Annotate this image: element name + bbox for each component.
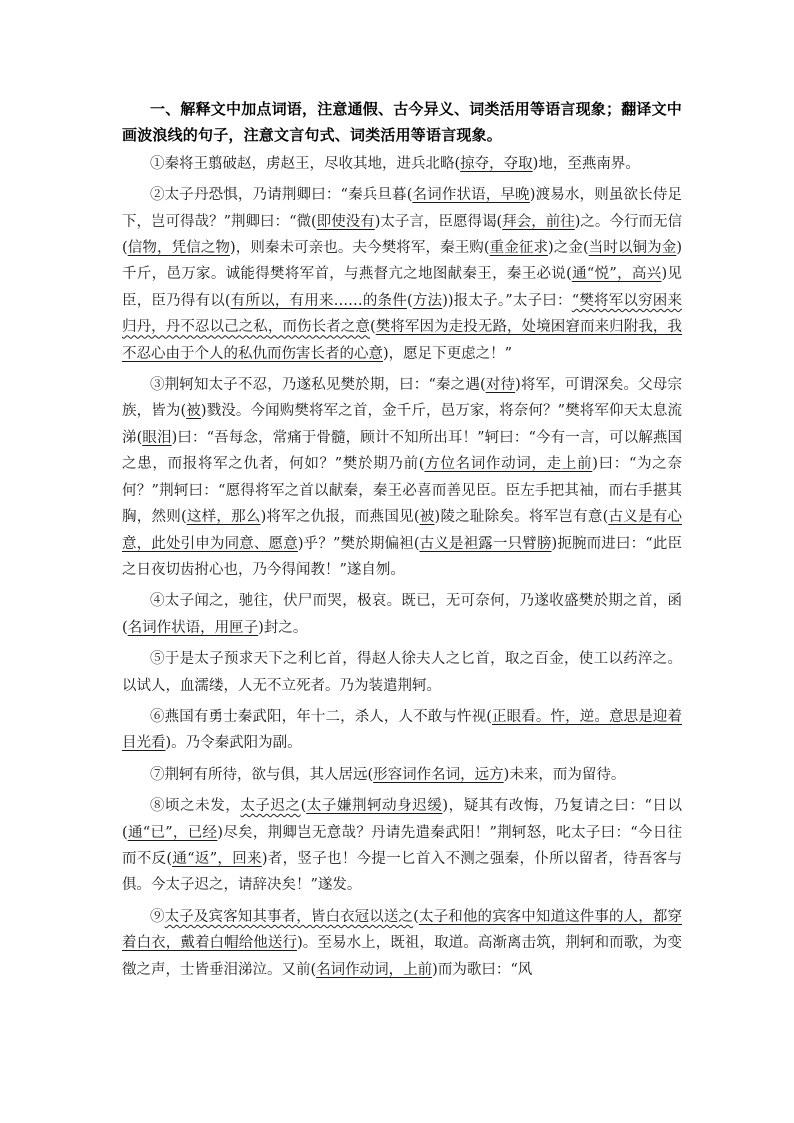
- text-run: )地，至燕南界。: [532, 155, 640, 172]
- annotation-underlined: 被: [419, 509, 435, 526]
- paragraph: [122, 793, 682, 899]
- text-run: )封之。: [258, 619, 308, 636]
- text-run: ⑧顷之未发，: [150, 798, 241, 815]
- annotation-underlined: 通“返”，回来: [172, 850, 262, 867]
- text-run: )。至易水上，既祖，取道。高渐离击筑，荆轲和而歌，为变徵之声，士皆垂泪涕泣。又前(: [122, 935, 683, 978]
- annotation-underlined: 方位名词作动词，走上前: [424, 456, 593, 473]
- text-run: )，疑其有改悔，乃复请之曰：“日以(: [122, 798, 682, 841]
- paragraph: [122, 151, 682, 177]
- text-run: ④太子闻之，驰往，伏尸而哭，极哀。既已，无可奈何，乃遂收盛樊於期之首，函(: [122, 593, 682, 636]
- annotation-underlined: 重金征求: [489, 240, 549, 257]
- text-run: ⑨: [150, 908, 165, 925]
- text-run: ⑥燕国有勇士秦武阳，年十二，杀人，人不敢与忤视(: [150, 708, 492, 725]
- annotation-underlined: 太子嫌荆轲动身迟缓: [306, 798, 443, 815]
- text-run: ))报太子。”太子曰：: [442, 292, 572, 309]
- paragraph: [122, 182, 682, 367]
- wavy-underlined-sentence: 太子及宾客知其事者，皆白衣冠以送之: [164, 908, 414, 925]
- annotation-underlined: 通“已”，已经: [127, 824, 218, 841]
- text-run: ③荆轲知太子不忍，乃遂私见樊於期，曰：“秦之遇(: [150, 377, 486, 394]
- annotation-underlined: 名词作状语，早晚: [412, 187, 530, 204]
- annotation-underlined: 樊将军因为走投无路，处境困窘而来归附我，我不忍心由于个人的私仇而伤害长者的心意: [122, 319, 683, 362]
- paragraph: [122, 704, 682, 757]
- text-run: )渡易水，则虽欲长侍足下，岂可得哉？”荆卿曰：“微(: [122, 187, 682, 230]
- paragraph: [122, 372, 682, 583]
- text-run: (: [370, 319, 376, 336]
- paragraph: [122, 588, 682, 641]
- text-run: )曰：“吾每念，常痛于骨髓，顾计不知所出耳！”轲曰：“今有一言，可以解燕国之患，而报将军之仇者，何如？”樊於期乃前(: [122, 429, 682, 473]
- text-run: )戮没。今闻购樊将军之首，金千斤，邑万家，将奈何？”樊将军仰天太息流涕(: [122, 403, 682, 446]
- text-run: ⑤于是太子预求天下之利匕首，得赵人徐夫人之匕首，取之百金，使工以药淬之。以试人，血濡缕，人无不立死者。乃为装遣荆轲。: [122, 651, 682, 694]
- text-run: )见臣，臣乃得有以(: [122, 266, 682, 309]
- annotation-underlined: 太子和他的宾客中知道这件事的人，都穿着白衣，戴着白帽给他送行: [122, 908, 683, 952]
- document-body: [122, 96, 682, 988]
- paragraph-list: [122, 151, 682, 983]
- annotation-underlined: 对待: [485, 377, 516, 394]
- text-run: (: [413, 908, 419, 925]
- annotation-underlined: 被: [186, 403, 201, 420]
- annotation-underlined: 眼泪: [142, 429, 172, 446]
- annotation-underlined: 信物，凭信之物: [127, 240, 230, 257]
- text-run: )扼腕而进曰：“此臣之日夜切齿拊心也，乃今得闻教！”遂自刎。: [122, 535, 682, 578]
- text-run: )将军之仇报，而燕国见(: [260, 509, 420, 526]
- annotation-underlined: 方法: [412, 292, 443, 309]
- annotation-underlined: 即使没有: [316, 213, 375, 230]
- text-run: )者，竖子也！今提一匕首入不测之强秦，仆所以留者，待吾客与俱。今太子迟之，请辞决矣！”遂发。: [122, 850, 683, 894]
- text-run: )将军，可谓深矣。父母宗族，皆为(: [122, 377, 682, 420]
- text-run: ①秦将王翦破赵，虏赵王，尽收其地，进兵北略(: [150, 155, 461, 172]
- text-run: ⑦荆轲有所待，欲与俱，其人居远(: [150, 766, 374, 783]
- text-run: )太子言，臣愿得谒(: [374, 213, 503, 230]
- annotation-underlined: 正眼看。忤，逆。意思是迎着目光看: [122, 708, 683, 752]
- annotation-underlined: 这样，那么: [186, 509, 261, 526]
- text-run: )之。今行而无信(: [122, 213, 682, 257]
- annotation-underlined: 名词作动词，上前: [316, 961, 433, 978]
- text-run: )而为歌曰：“风: [432, 961, 533, 978]
- text-run: )曰：“为之奈何？”荆轲曰：“愿得将军之首以献秦，秦王必喜而善见臣。臣左手把其袖，而右手揕其胸，然则(: [122, 456, 682, 526]
- annotation-underlined: 掠夺，夺取: [460, 155, 533, 172]
- paragraph: [122, 646, 682, 699]
- text-run: )，愿足下更虑之！”: [383, 345, 513, 362]
- wavy-underlined-sentence: 太子迟之: [240, 798, 301, 815]
- text-run: )之金(: [548, 240, 589, 257]
- text-run: )尽矣，荆卿岂无意哉？丹请先遣秦武阳！”荆轲怒，叱太子曰：“今日往而不反(: [122, 824, 683, 867]
- text-run: (: [406, 292, 413, 309]
- annotation-underlined: 古义是有心意，此处引申为同意、愿意: [122, 509, 682, 552]
- text-run: )，则秦未可亲也。夫今樊将军，秦王购(: [229, 240, 490, 257]
- text-run: (: [300, 798, 307, 815]
- paragraph: [122, 762, 682, 788]
- annotation-underlined: 有所以，有用来……的条件: [230, 292, 407, 309]
- annotation-underlined: 形容词作名词，远方: [373, 766, 504, 783]
- annotation-underlined: 古义是袒露一只臂膀: [419, 535, 552, 552]
- annotation-underlined: 当时以铜为金: [588, 240, 677, 257]
- text-run: )乎？”樊於期偏袒(: [297, 535, 420, 552]
- wavy-underlined-sentence: “樊将军以穷困来归丹，丹不忍以己之私，而伤长者之意: [122, 292, 683, 336]
- text-run: )。乃令秦武阳为副。: [165, 735, 302, 752]
- text-run: ②太子丹恐惧，乃请荆卿曰：“秦兵旦暮(: [150, 187, 413, 204]
- section-heading: 一、解释文中加点词语，注意通假、古今异义、词类活用等语言现象；翻译文中画波浪线的句子，注意文言句式、词类活用等语言现象。: [122, 100, 683, 145]
- text-run: )陵之耻除矣。将军岂有意(: [434, 509, 609, 526]
- annotation-underlined: 拜会，前往: [502, 213, 575, 230]
- annotation-underlined: 通“悦”，高兴: [571, 266, 662, 283]
- paragraph: [122, 904, 682, 983]
- text-run: )未来，而为留待。: [503, 766, 626, 783]
- text-run: )千斤，邑万家。诚能得樊将军首，与燕督亢之地图献秦王，秦王必说(: [122, 240, 683, 283]
- annotation-underlined: 名词作状语，用匣子: [127, 619, 259, 636]
